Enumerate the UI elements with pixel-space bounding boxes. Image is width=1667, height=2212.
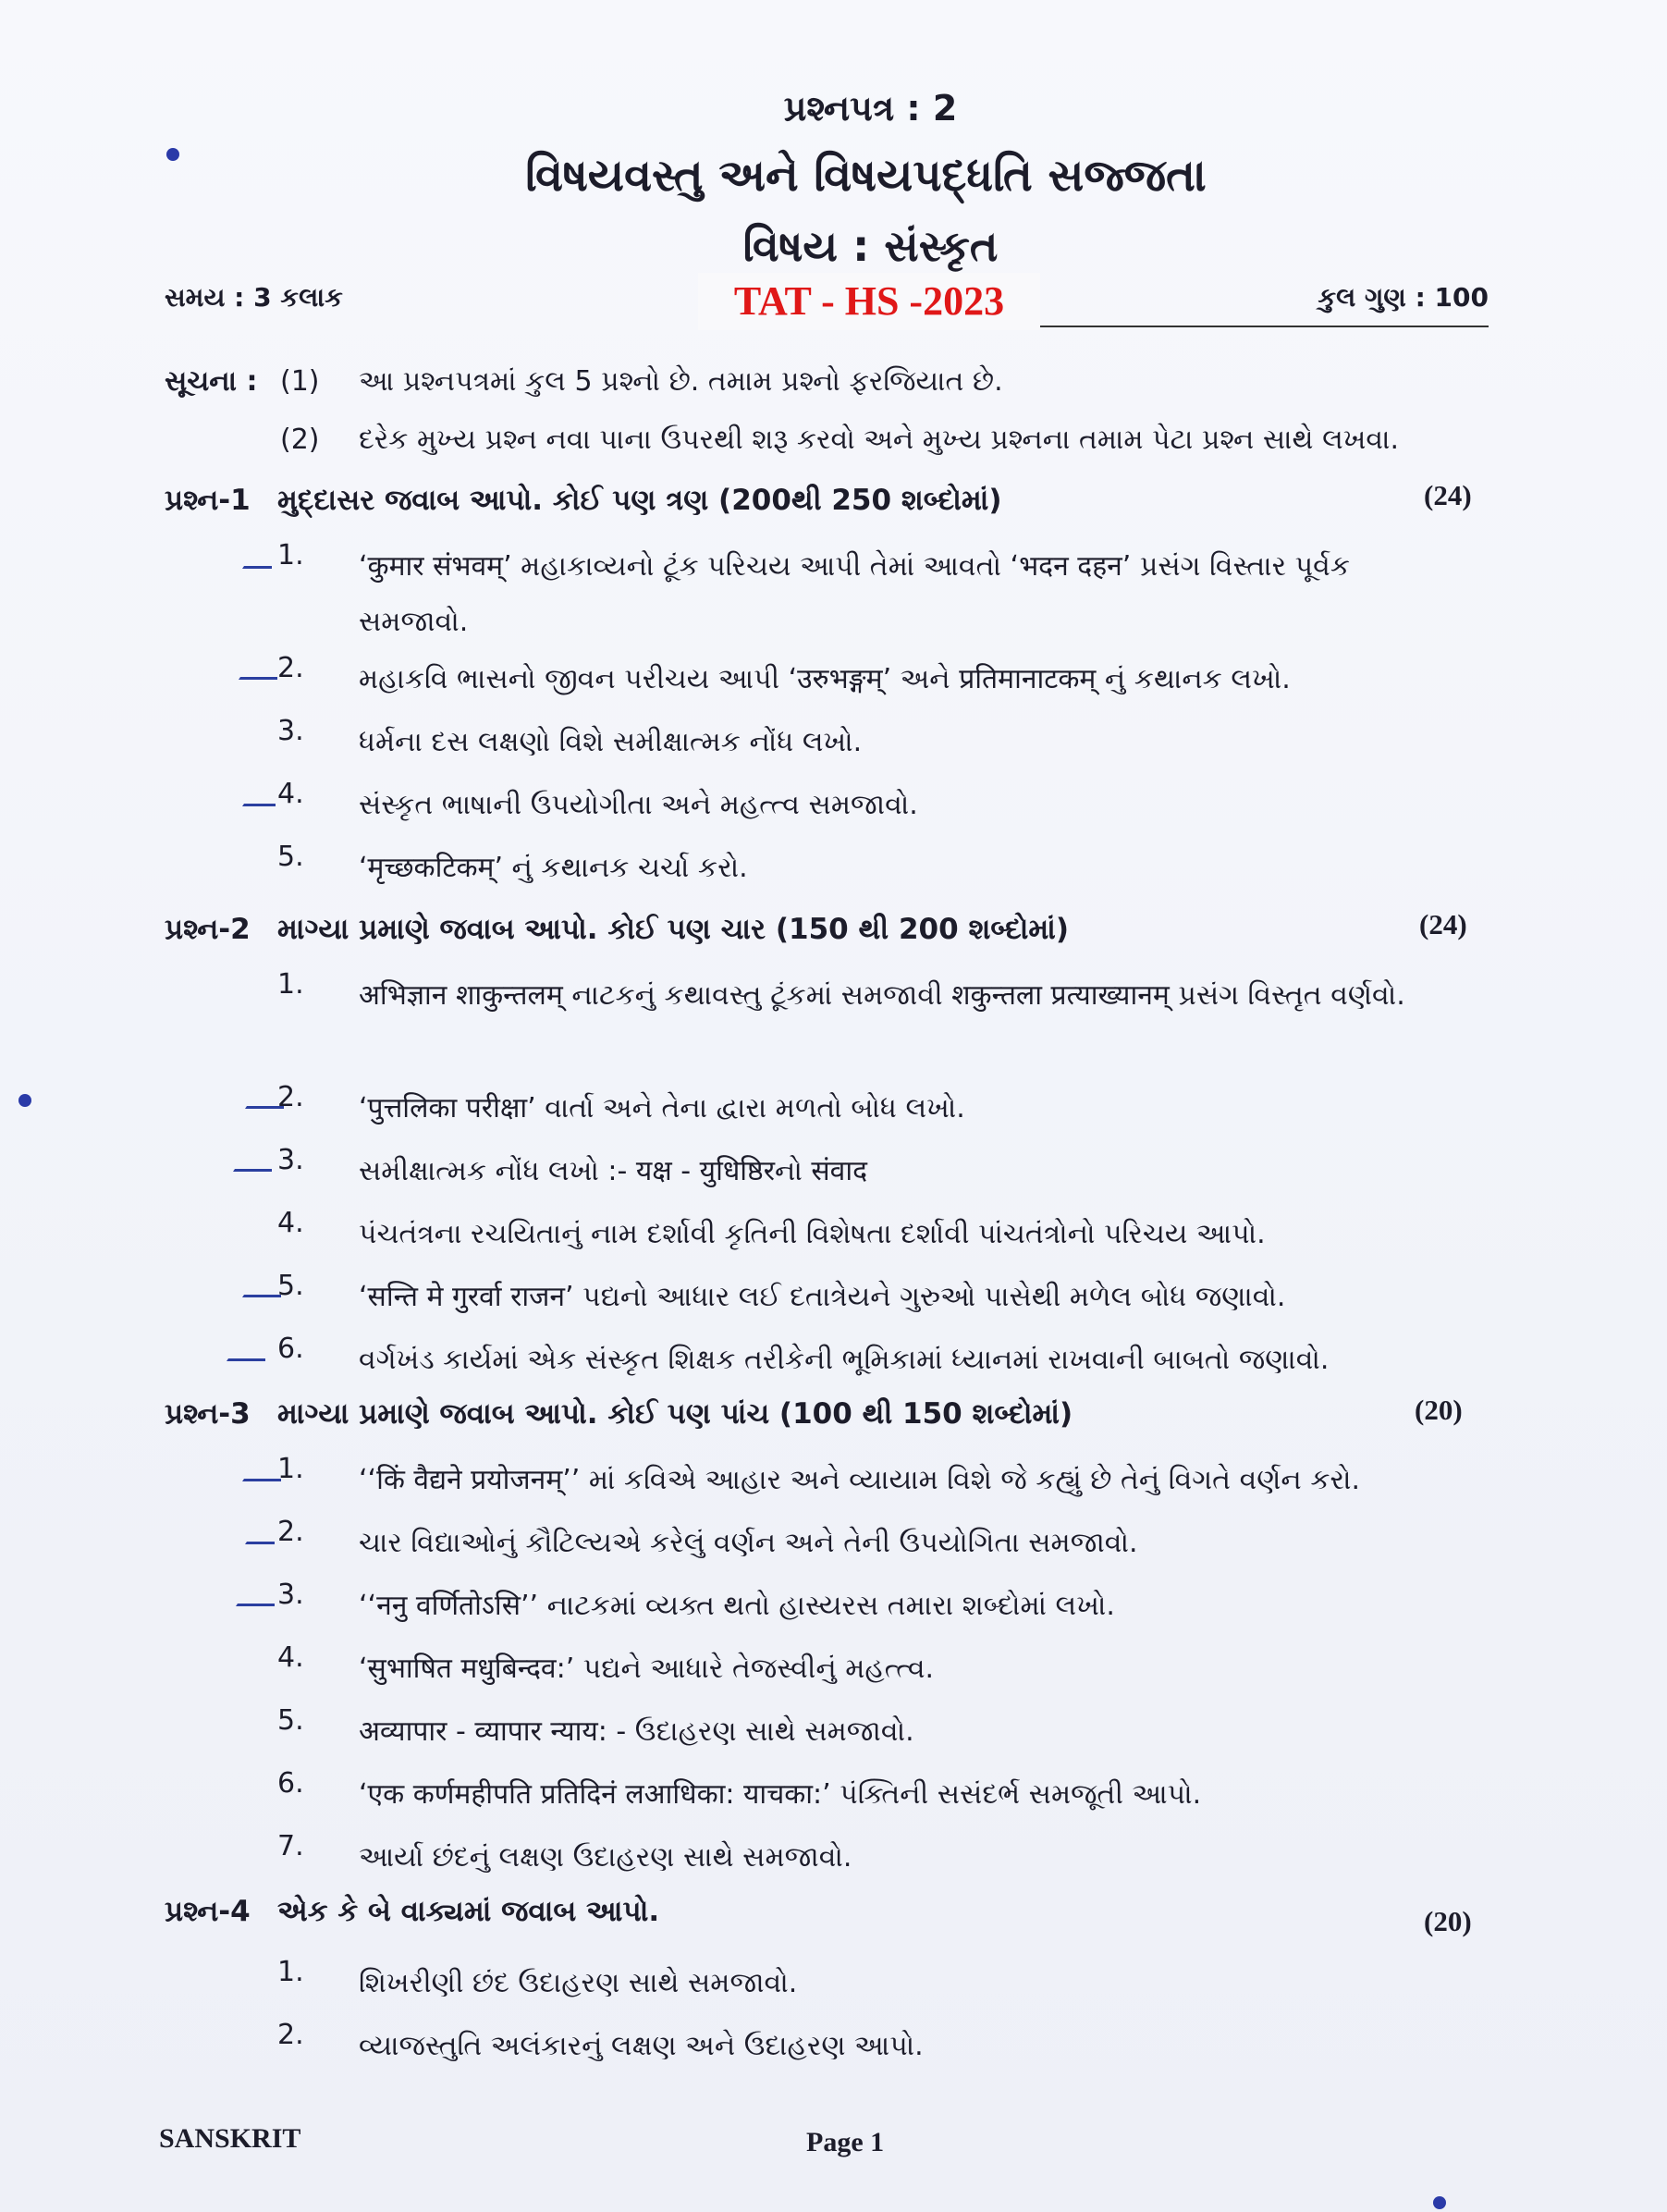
pen-tick-mark	[242, 1466, 281, 1481]
footer-subject: SANSKRIT	[159, 2123, 301, 2154]
item-text: આર્યા છંદનું લક્ષણ ઉદાહરણ સાથે સમજાવો.	[359, 1841, 852, 1874]
item-text: ‘कुमार संभवम्’ મહાકાવ્યનો ટૂંક પરિચય આપી તેમાં આવતો ‘भदन दहन’ પ્રસંગ વિસ્તાર પૂર્વક સમજાવો.	[359, 550, 1351, 638]
item-number: 2.	[277, 2019, 304, 2051]
paper-title: વિષયવસ્તુ અને વિષયપદ્ધતિ સજ્જતા	[525, 150, 1207, 202]
item-text: વર્ગખંડ કાર્યમાં એક સંસ્કૃત શિક્ષક તરીકેની ભૂમિકામાં ધ્યાનમાં રાખવાની બાબતો જણાવો.	[359, 1344, 1330, 1376]
paper-header	[0, 88, 1667, 273]
question-marks: (24)	[1419, 908, 1467, 940]
paper-subject: વિષય : સંસ્કૃત	[742, 221, 999, 271]
question-instruction: માગ્યા પ્રમાણે જવાબ આપો. કોઈ પણ ચાર (150 થી 200 શબ્દોમાં)	[277, 913, 1070, 946]
question-number: પ્રશ્ન-2	[165, 913, 251, 946]
pen-tick-mark	[245, 1093, 284, 1109]
question-marks: (20)	[1424, 1905, 1472, 1937]
pen-tick-mark	[242, 1282, 281, 1297]
question-instruction: એક કે બે વાક્યમાં જવાબ આપો.	[277, 1895, 660, 1928]
item-number: 6.	[277, 1333, 304, 1365]
item-number: 3.	[277, 1579, 304, 1611]
question-marks: (20)	[1415, 1394, 1463, 1426]
notice-text: દરેક મુખ્ય પ્રશ્ન નવા પાના ઉપરથી શરૂ કરવો અને મુખ્ય પ્રશ્નના તમામ પેટા પ્રશ્ન સાથે લખવા.	[359, 424, 1399, 456]
ink-dot	[166, 148, 179, 161]
time-allowed: સમય : 3 કલાક	[165, 282, 343, 313]
question-number: પ્રશ્ન-4	[165, 1895, 251, 1928]
item-number: 5.	[277, 1704, 304, 1737]
notice-row	[165, 365, 1003, 398]
paper-number: પ્રશ્નપત્ર : 2	[783, 88, 958, 129]
pen-tick-mark	[245, 1529, 275, 1544]
header-rule	[1040, 326, 1489, 327]
notice-text: આ પ્રશ્નપત્રમાં કુલ 5 પ્રશ્નો છે. તમામ પ્રશ્નો ફરજિયાત છે.	[359, 365, 1003, 398]
question-number: પ્રશ્ન-3	[165, 1397, 251, 1431]
item-number: 1.	[277, 968, 304, 1001]
notice-number: (1)	[280, 365, 320, 398]
total-marks: કુલ ગુણ : 100	[1318, 282, 1489, 313]
notice-label: સૂચના :	[165, 365, 258, 398]
question-instruction: મુદ્દાસર જવાબ આપો. કોઈ પણ ત્રણ (200થી 250 શબ્દોમાં)	[277, 484, 1002, 517]
item-number: 1.	[277, 539, 304, 571]
item-number: 7.	[277, 1830, 304, 1862]
ink-dot	[1433, 2196, 1446, 2209]
item-text: ‘‘किं वैद्यने प्रयोजनम्’’ માં કવિએ આહાર અને વ્યાયામ વિશે જે કહ્યું છે તેનું વિગતે વર્ણન કરો.	[359, 1464, 1361, 1496]
pen-tick-mark	[236, 1591, 275, 1606]
item-number: 3.	[277, 1144, 304, 1176]
item-text: પંચતંત્રના રચયિતાનું નામ દર્શાવી કૃતિની વિશેષતા દર્શાવી પાંચતંત્રોનો પરિચય આપો.	[359, 1218, 1266, 1250]
item-text: સંસ્કૃત ભાષાની ઉપયોગીતા અને મહત્ત્વ સમજાવો.	[359, 789, 918, 821]
pen-tick-mark	[227, 1346, 265, 1361]
item-text: ‘मृच्छकटिकम्’ નું કથાનક ચર્ચા કરો.	[359, 852, 748, 884]
exam-stamp: TAT - HS -2023	[698, 273, 1040, 330]
question-marks: (24)	[1424, 479, 1472, 511]
item-number: 6.	[277, 1767, 304, 1800]
item-number: 2.	[277, 1081, 304, 1113]
item-number: 3.	[277, 715, 304, 747]
page-number: Page 1	[806, 2127, 885, 2157]
pen-tick-mark	[242, 791, 276, 806]
item-number: 5.	[277, 841, 304, 873]
item-number: 4.	[277, 778, 304, 810]
item-number: 2.	[277, 1516, 304, 1548]
question-instruction: માગ્યા પ્રમાણે જવાબ આપો. કોઈ પણ પાંચ (100 થી 150 શબ્દોમાં)	[277, 1397, 1073, 1431]
item-text: ધર્મના દસ લક્ષણો વિશે સમીક્ષાત્મક નોંધ લખો.	[359, 726, 863, 758]
item-text: વ્યાજસ્તુતિ અલંકારનું લક્ષણ અને ઉદાહરણ આપો.	[359, 2030, 924, 2062]
item-text: अभिज्ञान शाकुन्तलम् નાટકનું કથાવસ્તુ ટૂંકમાં સમજાવી शकुन्तला प्रत्याख्यानम् પ્રસંગ વિસ્તૃત વર્ણવો.	[359, 979, 1405, 1012]
notice-number: (2)	[280, 424, 320, 456]
item-number: 2.	[277, 652, 304, 684]
pen-tick-mark	[233, 1156, 272, 1172]
item-text: ચાર વિદ્યાઓનું કૌટિલ્યએ કરેલું વર્ણન અને તેની ઉપયોગિતા સમજાવો.	[359, 1527, 1138, 1559]
pen-tick-mark	[242, 553, 272, 569]
item-text: ‘सन्ति मे गुरर्वा राजन’ પદ્યનો આધાર લઈ દતાત્રેયને ગુરુઓ પાસેથી મળેલ બોધ જણાવો.	[359, 1281, 1286, 1313]
ink-dot	[18, 1094, 31, 1107]
item-text: अव्यापार - व्यापार न्याय: - ઉદાહરણ સાથે સમજાવો.	[359, 1715, 914, 1748]
item-text: ‘सुभाषित मधुबिन्दव:’ પદ્યને આધારે તેજસ્વીનું મહત્ત્વ.	[359, 1653, 935, 1685]
item-text: સમીક્ષાત્મક નોંધ લખો :- यक्ष - युधिष्ठिरનો संवाद	[359, 1155, 868, 1187]
item-number: 4.	[277, 1641, 304, 1674]
item-text: ‘‘ननु वर्णितोऽसि’’ નાટકમાં વ્યક્ત થતો હાસ્યરસ તમારા શબ્દોમાં લખો.	[359, 1590, 1115, 1622]
item-text: ‘पुत्तलिका परीक्षा’ વાર્તા અને તેના દ્વારા મળતો બોધ લખો.	[359, 1092, 965, 1124]
pen-tick-mark	[239, 664, 277, 680]
item-number: 1.	[277, 1453, 304, 1485]
item-text: મહાકવિ ભાસનો જીવન પરીચય આપી ‘उरुभङ्गम्’ અને प्रतिमानाटकम् નું કથાનક લખો.	[359, 663, 1291, 695]
item-number: 4.	[277, 1207, 304, 1239]
item-number: 1.	[277, 1956, 304, 1988]
item-text: ‘एक कर्णमहीपति प्रतिदिनं लआधिका: याचका:’ પંક્તિની સસંદર્ભ સમજૂતી આપો.	[359, 1778, 1202, 1811]
item-text: શિખરીણી છંદ ઉદાહરણ સાથે સમજાવો.	[359, 1967, 798, 1999]
question-number: પ્રશ્ન-1	[165, 484, 251, 517]
item-number: 5.	[277, 1270, 304, 1302]
